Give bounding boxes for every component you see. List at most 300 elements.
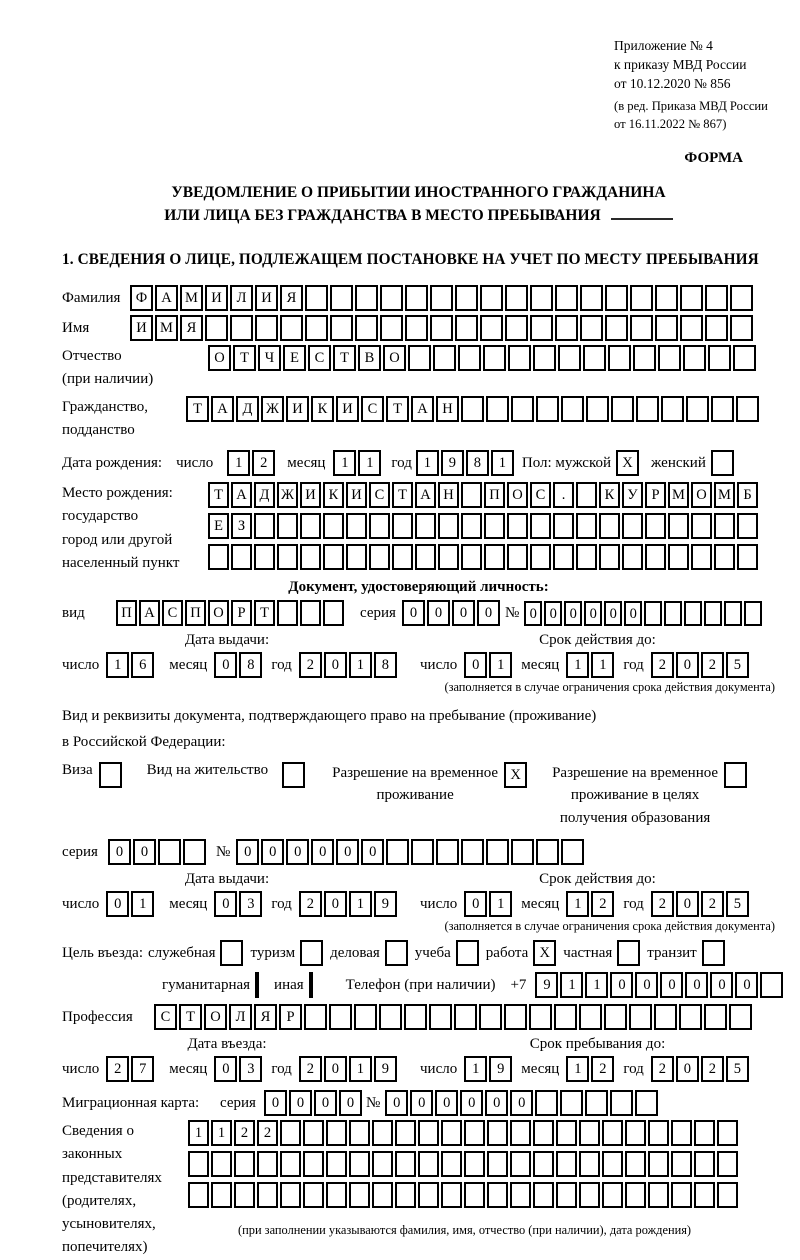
char-cell[interactable]: 0 <box>324 1056 347 1082</box>
checkbox-purpose-official[interactable] <box>220 940 243 966</box>
char-cell[interactable] <box>711 396 734 422</box>
char-cell[interactable]: 9 <box>489 1056 512 1082</box>
char-cell[interactable]: Е <box>208 513 229 539</box>
char-cell[interactable] <box>645 513 666 539</box>
char-cell[interactable] <box>633 345 656 371</box>
char-cell[interactable]: М <box>180 285 203 311</box>
char-cell[interactable] <box>714 513 735 539</box>
char-cell[interactable]: Ч <box>258 345 281 371</box>
char-cell[interactable] <box>611 396 634 422</box>
char-cell[interactable] <box>717 1120 738 1146</box>
char-cell[interactable]: 2 <box>591 891 614 917</box>
residence-issue-year[interactable] <box>299 891 399 917</box>
char-cell[interactable] <box>730 315 753 341</box>
checkbox-temp-permit-education[interactable] <box>724 762 747 788</box>
char-cell[interactable]: 0 <box>676 891 699 917</box>
char-cell[interactable] <box>354 1004 377 1030</box>
char-cell[interactable] <box>303 1120 324 1146</box>
char-cell[interactable] <box>505 315 528 341</box>
residence-expiry-month[interactable] <box>566 891 616 917</box>
char-cell[interactable] <box>305 315 328 341</box>
char-cell[interactable] <box>622 544 643 570</box>
doc-issue-month[interactable] <box>214 652 264 678</box>
char-cell[interactable] <box>330 315 353 341</box>
char-cell[interactable] <box>661 396 684 422</box>
char-cell[interactable] <box>648 1151 669 1177</box>
char-cell[interactable]: 1 <box>188 1120 209 1146</box>
char-cell[interactable] <box>480 315 503 341</box>
char-cell[interactable] <box>211 1182 232 1208</box>
char-cell[interactable]: 7 <box>131 1056 154 1082</box>
char-cell[interactable] <box>211 1151 232 1177</box>
migration-number-field[interactable] <box>385 1090 660 1116</box>
char-cell[interactable] <box>704 1004 727 1030</box>
char-cell[interactable] <box>461 544 482 570</box>
doc-expiry-day[interactable] <box>464 652 514 678</box>
migration-series-field[interactable] <box>264 1090 364 1116</box>
char-cell[interactable] <box>580 285 603 311</box>
char-cell[interactable] <box>395 1182 416 1208</box>
char-cell[interactable]: 0 <box>584 601 602 626</box>
char-cell[interactable]: 8 <box>374 652 397 678</box>
char-cell[interactable] <box>280 1151 301 1177</box>
char-cell[interactable]: 0 <box>464 891 487 917</box>
char-cell[interactable] <box>183 839 206 865</box>
char-cell[interactable]: Т <box>208 482 229 508</box>
char-cell[interactable] <box>704 601 722 626</box>
char-cell[interactable]: 0 <box>286 839 309 865</box>
char-cell[interactable] <box>694 1120 715 1146</box>
checkbox-purpose-private[interactable] <box>617 940 640 966</box>
char-cell[interactable] <box>205 315 228 341</box>
char-cell[interactable] <box>479 1004 502 1030</box>
char-cell[interactable] <box>664 601 682 626</box>
char-cell[interactable]: С <box>369 482 390 508</box>
char-cell[interactable] <box>655 285 678 311</box>
char-cell[interactable] <box>668 544 689 570</box>
char-cell[interactable] <box>355 285 378 311</box>
checkbox-purpose-humanitarian[interactable] <box>255 972 259 998</box>
char-cell[interactable]: 2 <box>651 891 674 917</box>
char-cell[interactable]: 1 <box>491 450 514 476</box>
char-cell[interactable]: 0 <box>524 601 542 626</box>
char-cell[interactable] <box>536 396 559 422</box>
char-cell[interactable] <box>508 345 531 371</box>
char-cell[interactable] <box>405 285 428 311</box>
char-cell[interactable] <box>579 1004 602 1030</box>
char-cell[interactable]: 0 <box>452 600 475 626</box>
char-cell[interactable] <box>737 544 758 570</box>
char-cell[interactable] <box>433 345 456 371</box>
char-cell[interactable]: И <box>346 482 367 508</box>
char-cell[interactable] <box>533 1182 554 1208</box>
char-cell[interactable] <box>671 1182 692 1208</box>
char-cell[interactable] <box>369 544 390 570</box>
char-cell[interactable]: 0 <box>624 601 642 626</box>
char-cell[interactable] <box>430 315 453 341</box>
char-cell[interactable]: 0 <box>477 600 500 626</box>
char-cell[interactable]: 0 <box>435 1090 458 1116</box>
char-cell[interactable] <box>380 285 403 311</box>
char-cell[interactable] <box>602 1151 623 1177</box>
char-cell[interactable] <box>392 513 413 539</box>
char-cell[interactable]: 1 <box>416 450 439 476</box>
stay-month[interactable] <box>566 1056 616 1082</box>
char-cell[interactable]: С <box>162 600 183 626</box>
char-cell[interactable] <box>760 972 783 998</box>
phone-field[interactable] <box>535 972 785 998</box>
char-cell[interactable]: И <box>286 396 309 422</box>
doc-issue-year[interactable] <box>299 652 399 678</box>
char-cell[interactable]: 2 <box>591 1056 614 1082</box>
char-cell[interactable]: Б <box>737 482 758 508</box>
char-cell[interactable]: 6 <box>131 652 154 678</box>
char-cell[interactable] <box>300 513 321 539</box>
char-cell[interactable] <box>395 1151 416 1177</box>
char-cell[interactable]: И <box>336 396 359 422</box>
char-cell[interactable] <box>461 513 482 539</box>
char-cell[interactable] <box>329 1004 352 1030</box>
char-cell[interactable] <box>680 285 703 311</box>
char-cell[interactable]: 0 <box>324 652 347 678</box>
char-cell[interactable] <box>234 1151 255 1177</box>
char-cell[interactable] <box>510 1120 531 1146</box>
char-cell[interactable] <box>648 1120 669 1146</box>
checkbox-visa[interactable] <box>99 762 122 788</box>
char-cell[interactable]: И <box>205 285 228 311</box>
char-cell[interactable]: 0 <box>402 600 425 626</box>
char-cell[interactable] <box>579 1151 600 1177</box>
char-cell[interactable]: 0 <box>485 1090 508 1116</box>
char-cell[interactable] <box>349 1120 370 1146</box>
char-cell[interactable]: Е <box>283 345 306 371</box>
char-cell[interactable] <box>625 1120 646 1146</box>
char-cell[interactable]: С <box>308 345 331 371</box>
char-cell[interactable]: 0 <box>214 652 237 678</box>
char-cell[interactable] <box>635 1090 658 1116</box>
char-cell[interactable] <box>730 285 753 311</box>
char-cell[interactable] <box>254 513 275 539</box>
char-cell[interactable]: В <box>358 345 381 371</box>
char-cell[interactable]: 2 <box>701 1056 724 1082</box>
char-cell[interactable]: 5 <box>726 891 749 917</box>
char-cell[interactable]: 0 <box>264 1090 287 1116</box>
char-cell[interactable] <box>464 1151 485 1177</box>
char-cell[interactable] <box>255 315 278 341</box>
char-cell[interactable]: 0 <box>510 1090 533 1116</box>
doc-series-field[interactable] <box>402 600 502 626</box>
char-cell[interactable] <box>636 396 659 422</box>
char-cell[interactable]: 2 <box>701 652 724 678</box>
char-cell[interactable] <box>744 601 762 626</box>
entry-year[interactable] <box>299 1056 399 1082</box>
char-cell[interactable] <box>605 315 628 341</box>
char-cell[interactable]: П <box>185 600 206 626</box>
char-cell[interactable]: 1 <box>566 652 589 678</box>
char-cell[interactable] <box>349 1182 370 1208</box>
char-cell[interactable]: 0 <box>336 839 359 865</box>
char-cell[interactable]: О <box>383 345 406 371</box>
char-cell[interactable]: 0 <box>676 652 699 678</box>
char-cell[interactable]: К <box>599 482 620 508</box>
char-cell[interactable]: С <box>530 482 551 508</box>
char-cell[interactable]: О <box>507 482 528 508</box>
char-cell[interactable]: А <box>155 285 178 311</box>
char-cell[interactable]: 3 <box>239 891 262 917</box>
char-cell[interactable] <box>486 396 509 422</box>
char-cell[interactable] <box>303 1151 324 1177</box>
char-cell[interactable]: Д <box>236 396 259 422</box>
char-cell[interactable] <box>555 315 578 341</box>
char-cell[interactable] <box>629 1004 652 1030</box>
char-cell[interactable]: 0 <box>214 891 237 917</box>
char-cell[interactable]: У <box>622 482 643 508</box>
char-cell[interactable]: П <box>484 482 505 508</box>
checkbox-purpose-business[interactable] <box>385 940 408 966</box>
char-cell[interactable]: 0 <box>735 972 758 998</box>
char-cell[interactable] <box>505 285 528 311</box>
char-cell[interactable] <box>429 1004 452 1030</box>
char-cell[interactable] <box>305 285 328 311</box>
char-cell[interactable]: 9 <box>374 891 397 917</box>
char-cell[interactable]: 5 <box>726 652 749 678</box>
entry-month[interactable] <box>214 1056 264 1082</box>
char-cell[interactable] <box>671 1120 692 1146</box>
checkbox-purpose-tourism[interactable] <box>300 940 323 966</box>
doc-issue-day[interactable] <box>106 652 156 678</box>
char-cell[interactable] <box>630 315 653 341</box>
char-cell[interactable]: Т <box>179 1004 202 1030</box>
char-cell[interactable] <box>644 601 662 626</box>
char-cell[interactable]: 0 <box>324 891 347 917</box>
char-cell[interactable]: Р <box>645 482 666 508</box>
char-cell[interactable]: 1 <box>333 450 356 476</box>
char-cell[interactable] <box>300 600 321 626</box>
char-cell[interactable]: 1 <box>106 652 129 678</box>
char-cell[interactable] <box>188 1182 209 1208</box>
char-cell[interactable] <box>346 544 367 570</box>
char-cell[interactable] <box>304 1004 327 1030</box>
char-cell[interactable] <box>326 1182 347 1208</box>
char-cell[interactable] <box>415 513 436 539</box>
char-cell[interactable] <box>257 1182 278 1208</box>
char-cell[interactable]: Я <box>280 285 303 311</box>
doc-expiry-month[interactable] <box>566 652 616 678</box>
char-cell[interactable] <box>405 315 428 341</box>
char-cell[interactable] <box>736 396 759 422</box>
char-cell[interactable]: Т <box>392 482 413 508</box>
char-cell[interactable] <box>599 513 620 539</box>
char-cell[interactable] <box>369 513 390 539</box>
char-cell[interactable] <box>705 315 728 341</box>
char-cell[interactable]: 0 <box>610 972 633 998</box>
char-cell[interactable] <box>529 1004 552 1030</box>
char-cell[interactable] <box>404 1004 427 1030</box>
char-cell[interactable] <box>277 600 298 626</box>
residence-expiry-year[interactable] <box>651 891 751 917</box>
char-cell[interactable] <box>694 1151 715 1177</box>
char-cell[interactable]: 0 <box>635 972 658 998</box>
char-cell[interactable] <box>188 1151 209 1177</box>
char-cell[interactable] <box>576 513 597 539</box>
char-cell[interactable] <box>724 601 742 626</box>
char-cell[interactable] <box>530 285 553 311</box>
char-cell[interactable] <box>604 1004 627 1030</box>
char-cell[interactable]: 1 <box>211 1120 232 1146</box>
char-cell[interactable] <box>558 345 581 371</box>
char-cell[interactable]: 1 <box>591 652 614 678</box>
patronymic-field[interactable] <box>208 345 758 371</box>
char-cell[interactable]: 0 <box>261 839 284 865</box>
representatives-field-row2[interactable] <box>188 1151 740 1177</box>
char-cell[interactable]: 0 <box>464 652 487 678</box>
char-cell[interactable] <box>208 544 229 570</box>
char-cell[interactable] <box>622 513 643 539</box>
char-cell[interactable] <box>583 345 606 371</box>
char-cell[interactable] <box>605 285 628 311</box>
char-cell[interactable]: Ж <box>277 482 298 508</box>
char-cell[interactable]: 0 <box>236 839 259 865</box>
char-cell[interactable] <box>486 839 509 865</box>
char-cell[interactable] <box>461 839 484 865</box>
doc-number-field[interactable] <box>524 601 764 626</box>
char-cell[interactable] <box>576 544 597 570</box>
char-cell[interactable] <box>705 285 728 311</box>
char-cell[interactable]: М <box>668 482 689 508</box>
char-cell[interactable] <box>461 396 484 422</box>
char-cell[interactable] <box>507 544 528 570</box>
char-cell[interactable] <box>535 1090 558 1116</box>
representatives-field-row1[interactable] <box>188 1120 740 1146</box>
char-cell[interactable] <box>484 513 505 539</box>
char-cell[interactable]: С <box>154 1004 177 1030</box>
char-cell[interactable] <box>395 1120 416 1146</box>
char-cell[interactable] <box>680 315 703 341</box>
char-cell[interactable] <box>645 544 666 570</box>
char-cell[interactable] <box>418 1182 439 1208</box>
char-cell[interactable] <box>579 1120 600 1146</box>
char-cell[interactable]: 0 <box>108 839 131 865</box>
char-cell[interactable]: 0 <box>660 972 683 998</box>
char-cell[interactable] <box>392 544 413 570</box>
stay-year[interactable] <box>651 1056 751 1082</box>
char-cell[interactable]: 2 <box>257 1120 278 1146</box>
char-cell[interactable]: 0 <box>460 1090 483 1116</box>
char-cell[interactable]: А <box>139 600 160 626</box>
char-cell[interactable]: 9 <box>441 450 464 476</box>
char-cell[interactable] <box>257 1151 278 1177</box>
char-cell[interactable] <box>464 1182 485 1208</box>
char-cell[interactable]: 0 <box>564 601 582 626</box>
char-cell[interactable]: 1 <box>227 450 250 476</box>
char-cell[interactable] <box>511 396 534 422</box>
char-cell[interactable] <box>487 1182 508 1208</box>
char-cell[interactable] <box>408 345 431 371</box>
char-cell[interactable]: 1 <box>349 1056 372 1082</box>
char-cell[interactable] <box>530 315 553 341</box>
residence-expiry-day[interactable] <box>464 891 514 917</box>
char-cell[interactable] <box>300 544 321 570</box>
char-cell[interactable] <box>533 1151 554 1177</box>
char-cell[interactable] <box>536 839 559 865</box>
char-cell[interactable]: 1 <box>489 891 512 917</box>
char-cell[interactable] <box>684 601 702 626</box>
char-cell[interactable] <box>480 285 503 311</box>
char-cell[interactable] <box>323 600 344 626</box>
char-cell[interactable]: 0 <box>385 1090 408 1116</box>
residence-number-field[interactable] <box>236 839 586 865</box>
char-cell[interactable]: А <box>411 396 434 422</box>
char-cell[interactable]: 1 <box>464 1056 487 1082</box>
char-cell[interactable]: 2 <box>651 1056 674 1082</box>
char-cell[interactable] <box>510 1151 531 1177</box>
char-cell[interactable] <box>303 1182 324 1208</box>
doc-type-field[interactable] <box>116 600 346 626</box>
char-cell[interactable]: 2 <box>252 450 275 476</box>
char-cell[interactable]: О <box>204 1004 227 1030</box>
char-cell[interactable] <box>579 1182 600 1208</box>
char-cell[interactable]: 2 <box>299 1056 322 1082</box>
char-cell[interactable]: Л <box>229 1004 252 1030</box>
char-cell[interactable]: А <box>231 482 252 508</box>
char-cell[interactable] <box>231 544 252 570</box>
char-cell[interactable]: 0 <box>311 839 334 865</box>
char-cell[interactable]: П <box>116 600 137 626</box>
char-cell[interactable] <box>533 1120 554 1146</box>
checkbox-residence-permit[interactable] <box>282 762 305 788</box>
char-cell[interactable] <box>683 345 706 371</box>
char-cell[interactable] <box>658 345 681 371</box>
char-cell[interactable]: К <box>311 396 334 422</box>
char-cell[interactable] <box>671 1151 692 1177</box>
char-cell[interactable]: 1 <box>489 652 512 678</box>
char-cell[interactable]: 2 <box>701 891 724 917</box>
char-cell[interactable]: 0 <box>289 1090 312 1116</box>
char-cell[interactable] <box>729 1004 752 1030</box>
char-cell[interactable] <box>585 1090 608 1116</box>
char-cell[interactable] <box>234 1182 255 1208</box>
char-cell[interactable]: О <box>208 345 231 371</box>
char-cell[interactable] <box>349 1151 370 1177</box>
char-cell[interactable] <box>346 513 367 539</box>
char-cell[interactable] <box>733 345 756 371</box>
char-cell[interactable] <box>438 513 459 539</box>
char-cell[interactable]: Т <box>186 396 209 422</box>
char-cell[interactable] <box>553 544 574 570</box>
char-cell[interactable] <box>441 1120 462 1146</box>
char-cell[interactable] <box>561 839 584 865</box>
char-cell[interactable] <box>737 513 758 539</box>
char-cell[interactable]: Т <box>333 345 356 371</box>
name-field[interactable] <box>130 315 755 341</box>
residence-issue-day[interactable] <box>106 891 156 917</box>
char-cell[interactable]: А <box>211 396 234 422</box>
char-cell[interactable]: З <box>231 513 252 539</box>
char-cell[interactable] <box>458 345 481 371</box>
char-cell[interactable]: 2 <box>234 1120 255 1146</box>
char-cell[interactable] <box>510 1182 531 1208</box>
checkbox-male[interactable]: X <box>616 450 639 476</box>
char-cell[interactable]: 0 <box>604 601 622 626</box>
char-cell[interactable]: 0 <box>544 601 562 626</box>
char-cell[interactable]: 0 <box>427 600 450 626</box>
char-cell[interactable]: 9 <box>374 1056 397 1082</box>
char-cell[interactable]: Т <box>386 396 409 422</box>
char-cell[interactable]: С <box>361 396 384 422</box>
char-cell[interactable]: Я <box>254 1004 277 1030</box>
char-cell[interactable]: Ж <box>261 396 284 422</box>
char-cell[interactable] <box>694 1182 715 1208</box>
